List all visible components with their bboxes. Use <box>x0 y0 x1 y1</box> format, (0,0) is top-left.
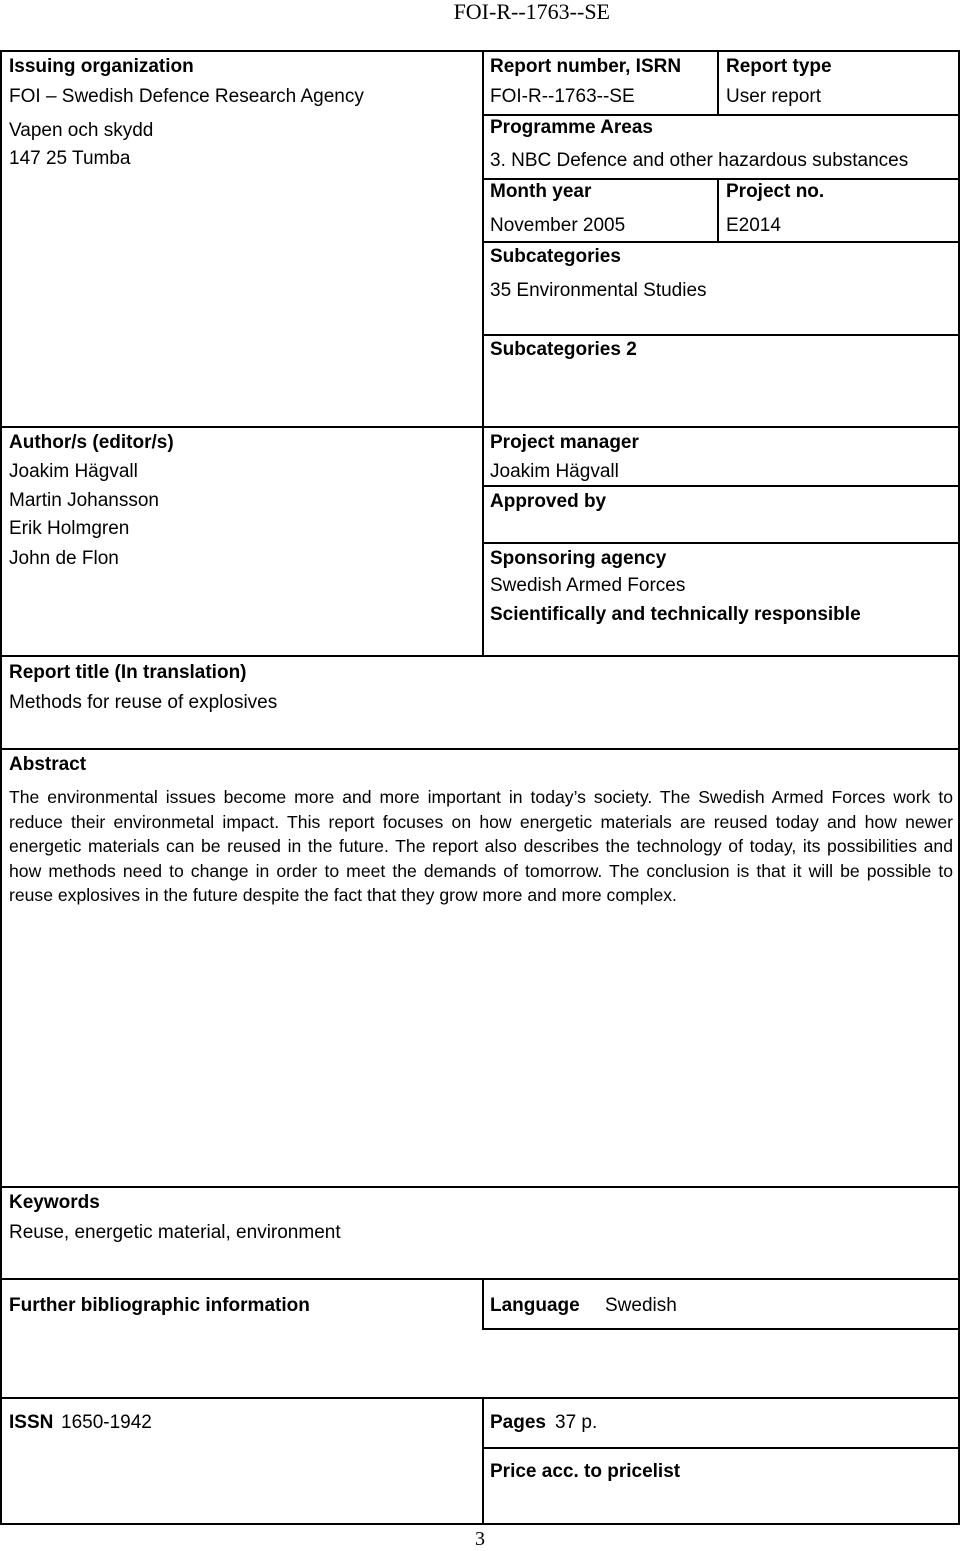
rule-approved <box>482 485 960 487</box>
border-bottom <box>0 1523 960 1525</box>
report-type-label: Report type <box>726 56 832 77</box>
report-number-label: Report number, ISRN <box>490 56 682 77</box>
issn-label: ISSN <box>9 1412 54 1433</box>
programme-areas-value: 3. NBC Defence and other hazardous substances <box>490 150 909 171</box>
scientifically-responsible-label: Scientifically and technically responsible <box>490 604 861 625</box>
sponsoring-agency-value: Swedish Armed Forces <box>490 575 686 596</box>
rule-sponsoring <box>482 542 960 544</box>
document-id-header: FOI-R--1763--SE <box>453 0 610 24</box>
sponsoring-agency-label: Sponsoring agency <box>490 548 667 569</box>
keywords-label: Keywords <box>9 1192 100 1213</box>
author-name: John de Flon <box>9 548 119 569</box>
issuing-organization-label: Issuing organization <box>9 56 194 77</box>
abstract-label: Abstract <box>9 754 87 775</box>
issn-value: 1650-1942 <box>61 1412 152 1433</box>
report-type-value: User report <box>726 86 822 107</box>
abstract-text: The environmental issues become more and more important in today’s society. The Swedish Armed Forces work to reduce their environmetal impact. This report focuses on how energetic materials are reused today and how newer energetic materials can be reused in the future. The report also describes the technology of today, its possibilities and how methods need to change in order to meet the demands of tomorrow. The conclusion is that it will be possible to reuse explosives in the future despite the fact that they grow more and more complex. <box>9 787 953 905</box>
rule-further <box>0 1278 960 1280</box>
pages-label: Pages <box>490 1412 546 1433</box>
rule-programme <box>482 114 960 116</box>
issuing-organization-name: FOI – Swedish Defence Research Agency <box>9 86 364 107</box>
rule-abstract <box>0 748 960 750</box>
subcategories-2-label: Subcategories 2 <box>490 339 637 360</box>
author-name: Erik Holmgren <box>9 518 130 539</box>
language-label: Language <box>490 1295 580 1316</box>
rule-price <box>482 1447 960 1449</box>
keywords-value: Reuse, energetic material, environment <box>9 1222 341 1243</box>
author-name: Joakim Hägvall <box>9 461 138 482</box>
rule-month <box>482 178 960 180</box>
language-value: Swedish <box>605 1295 677 1316</box>
rule-subcat <box>482 241 960 243</box>
approved-by-label: Approved by <box>490 491 607 512</box>
rule-authors <box>0 426 960 428</box>
language-box-left <box>482 1278 484 1330</box>
month-year-label: Month year <box>490 181 592 202</box>
rule-title <box>0 655 960 657</box>
project-no-label: Project no. <box>726 181 825 202</box>
rule-issn <box>0 1397 960 1399</box>
further-bibliographic-label: Further bibliographic information <box>9 1295 310 1316</box>
divider-project-no <box>717 178 719 242</box>
divider-main-v-top <box>482 50 484 656</box>
programme-areas-label: Programme Areas <box>490 117 653 138</box>
pages-value: 37 p. <box>555 1412 598 1433</box>
issuing-organization-address: 147 25 Tumba <box>9 148 131 169</box>
report-title-value: Methods for reuse of explosives <box>9 692 278 713</box>
subcategories-value: 35 Environmental Studies <box>490 280 707 301</box>
project-no-value: E2014 <box>726 215 781 236</box>
rule-subcat2 <box>482 334 960 336</box>
divider-pages <box>482 1397 484 1525</box>
report-title-label: Report title (In translation) <box>9 662 247 683</box>
page-number: 3 <box>475 1528 485 1550</box>
border-top <box>0 50 960 52</box>
month-year-value: November 2005 <box>490 215 626 236</box>
rule-keywords <box>0 1186 960 1188</box>
subcategories-label: Subcategories <box>490 246 621 267</box>
report-number-value: FOI-R--1763--SE <box>490 86 635 107</box>
border-left <box>0 50 2 1525</box>
project-manager-value: Joakim Hägvall <box>490 461 619 482</box>
author-name: Martin Johansson <box>9 490 159 511</box>
project-manager-label: Project manager <box>490 432 639 453</box>
language-box-bottom <box>482 1328 960 1330</box>
price-label: Price acc. to pricelist <box>490 1461 681 1482</box>
issuing-organization-dept: Vapen och skydd <box>9 120 154 141</box>
authors-label: Author/s (editor/s) <box>9 432 174 453</box>
divider-report-type <box>717 50 719 114</box>
